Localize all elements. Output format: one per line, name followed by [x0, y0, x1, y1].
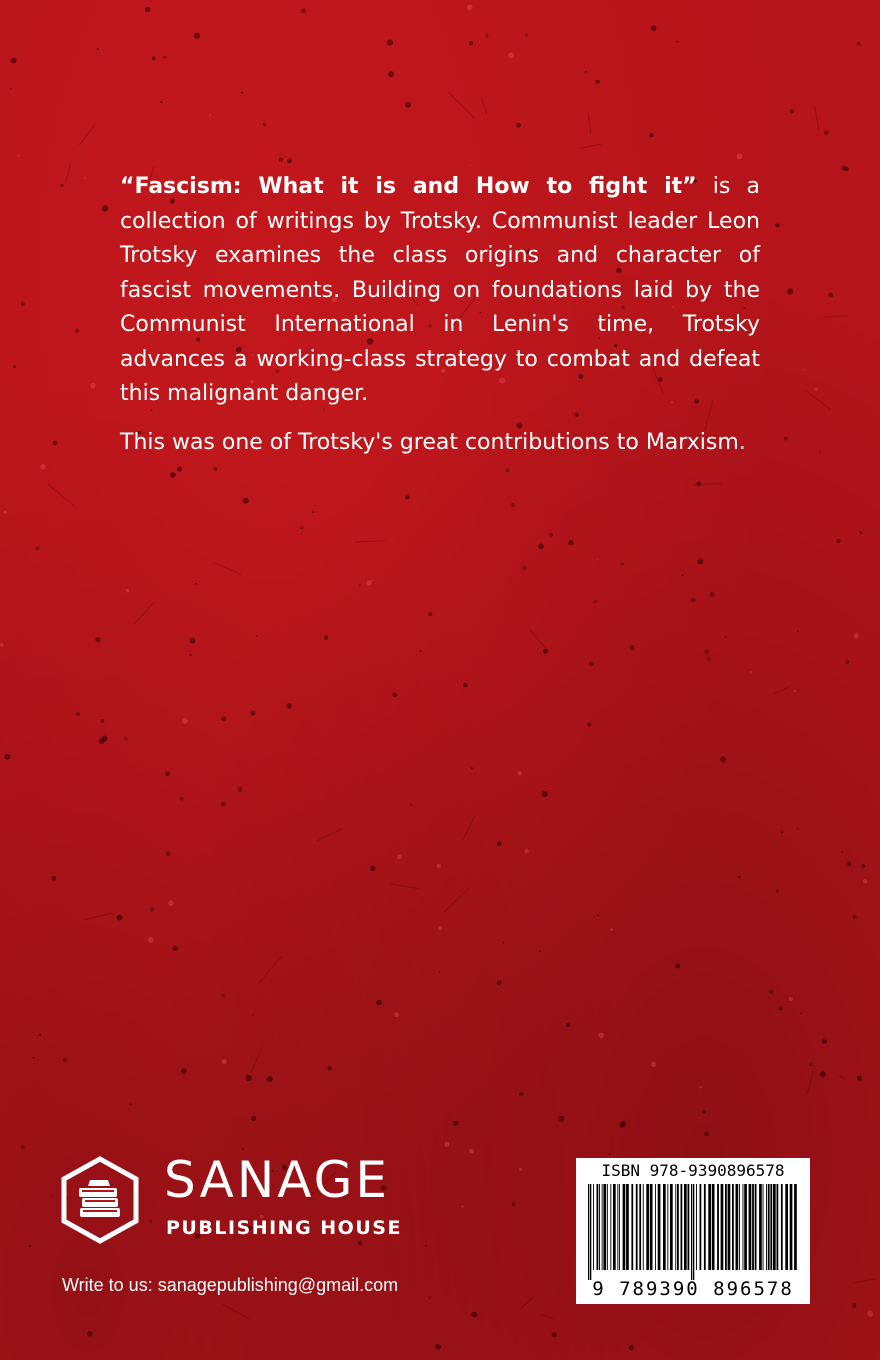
contact-email-line: Write to us: sanagepublishing@gmail.com — [62, 1275, 399, 1295]
blurb-paragraph-2: This was one of Trotsky's great contributions to Marxism. — [120, 429, 746, 455]
publisher-name: SANAGE — [164, 1151, 390, 1209]
isbn-barcode — [576, 1158, 810, 1304]
blurb — [120, 170, 760, 474]
blurb-paragraph-1 — [120, 170, 760, 412]
publisher-subtitle: PUBLISHING HOUSE — [166, 1217, 402, 1239]
publisher-logo — [60, 1150, 410, 1245]
blurb-paragraph-1-text: is a collection of writings by Trotsky. Communist leader Leon Trotsky examines the class origins and character of fascist movements. Building on foundations laid by the Communist International in Lenin's time, Trotsky advances a working-class strategy to combat and defeat this malignant danger. — [120, 174, 760, 406]
isbn-label: ISBN 978-9390896578 — [601, 1161, 785, 1180]
barcode-bars — [584, 1184, 802, 1280]
barcode-digits: 9 789390 896578 — [592, 1278, 794, 1300]
book-title-quote: “Fascism: What it is and How to fight it” — [120, 174, 697, 199]
hexagon-books-icon — [60, 1156, 140, 1244]
